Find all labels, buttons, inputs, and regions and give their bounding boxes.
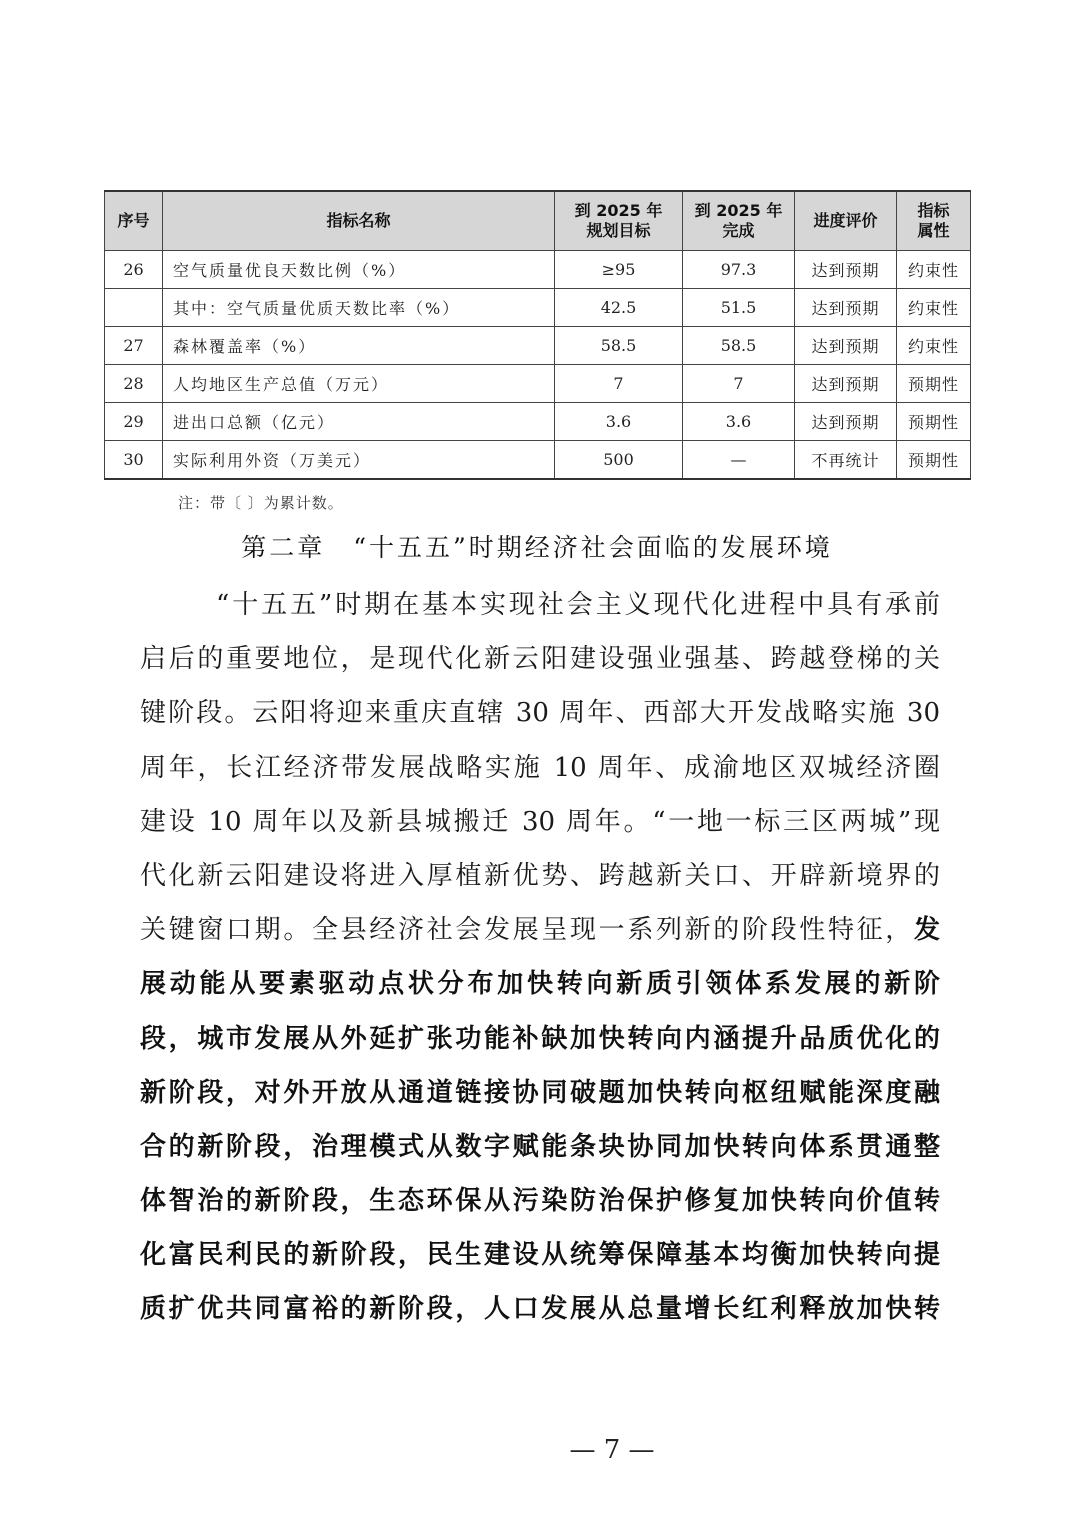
page-number: — 7 — [569,1435,655,1465]
cell-target: 7 [555,365,683,403]
header-target [555,191,683,251]
body-line-bold-part: 发 [913,915,940,946]
table-row [105,403,971,441]
cell-target: ≥95 [555,251,683,289]
cell-name: 实际利用外资（万美元） [163,441,555,480]
header-eval: 进度评价 [795,191,897,251]
body-line-bold: 合的新阶段，治理模式从数字赋能条块协同加快转向体系贯通整 [140,1131,940,1162]
header-attr [897,191,971,251]
body-line: 键阶段。云阳将迎来重庆直辖 30 周年、西部大开发战略实施 30 [140,698,940,729]
table-row [105,441,971,480]
cell-attr: 约束性 [897,327,971,365]
cell-name: 森林覆盖率（%） [163,327,555,365]
body-line-bold: 新阶段，对外开放从通道链接协同破题加快转向枢纽赋能深度融 [140,1077,940,1108]
cell-seq: 28 [105,365,163,403]
cell-name: 其中：空气质量优质天数比率（%） [163,289,555,327]
body-line: 启后的重要地位，是现代化新云阳建设强业强基、跨越登梯的关 [140,644,940,675]
cell-eval: 达到预期 [795,327,897,365]
table-row [105,289,971,327]
indicator-table [104,190,971,480]
cell-complete: 97.3 [683,251,795,289]
body-line: 周年，长江经济带发展战略实施 10 周年、成渝地区双城经济圈 [140,752,940,783]
cell-target: 500 [555,441,683,480]
body-line-bold: 体智治的新阶段，生态环保从污染防治保护修复加快转向价值转 [140,1186,940,1217]
cell-name: 人均地区生产总值（万元） [163,365,555,403]
chapter-title: 第二章 “十五五”时期经济社会面临的发展环境 [241,533,833,562]
body-line-bold: 段，城市发展从外延扩张功能补缺加快转向内涵提升品质优化的 [140,1023,940,1054]
cell-attr: 约束性 [897,251,971,289]
cell-complete: 51.5 [683,289,795,327]
body-line-bold: 化富民利民的新阶段，民生建设从统筹保障基本均衡加快转向提 [140,1240,940,1271]
body-line-mixed [140,903,940,957]
body-line-bold: 展动能从要素驱动点状分布加快转向新质引领体系发展的新阶 [140,969,940,1000]
cell-target: 58.5 [555,327,683,365]
header-complete-line2: 完成 [722,221,755,240]
body-line: 代化新云阳建设将进入厚植新优势、跨越新关口、开辟新境界的 [140,860,940,891]
body-line: 建设 10 周年以及新县城搬迁 30 周年。“一地一标三区两城”现 [140,806,940,837]
body-line-bold: 质扩优共同富裕的新阶段，人口发展从总量增长红利释放加快转 [140,1294,940,1325]
header-target-line2: 规划目标 [586,221,651,240]
header-attr-line2: 属性 [917,221,950,240]
table-row [105,365,971,403]
cell-seq: 29 [105,403,163,441]
cell-attr: 预期性 [897,365,971,403]
header-attr-line1: 指标 [917,201,950,220]
body-paragraph [140,578,940,1337]
cell-seq [105,289,163,327]
cell-target: 42.5 [555,289,683,327]
cell-eval: 达到预期 [795,403,897,441]
cell-target: 3.6 [555,403,683,441]
cell-eval: 达到预期 [795,289,897,327]
cell-eval: 达到预期 [795,251,897,289]
cell-seq: 30 [105,441,163,480]
cell-complete: 7 [683,365,795,403]
cell-complete: 3.6 [683,403,795,441]
table-row [105,251,971,289]
header-complete [683,191,795,251]
cell-seq: 26 [105,251,163,289]
table-row [105,327,971,365]
cell-eval: 达到预期 [795,365,897,403]
header-complete-line1: 到 2025 年 [694,201,783,220]
cell-attr: 约束性 [897,289,971,327]
cell-complete: — [683,441,795,480]
cell-name: 进出口总额（亿元） [163,403,555,441]
body-line-regular-part: 关键窗口期。全县经济社会发展呈现一系列新的阶段性特征， [140,915,914,946]
header-name: 指标名称 [163,191,555,251]
cell-attr: 预期性 [897,441,971,480]
table-footnote: 注：带〔 〕为累计数。 [178,494,344,512]
table-header-row [105,191,971,251]
cell-complete: 58.5 [683,327,795,365]
cell-eval: 不再统计 [795,441,897,480]
cell-attr: 预期性 [897,403,971,441]
body-line: “十五五”时期在基本实现社会主义现代化进程中具有承前 [216,590,940,620]
header-seq: 序号 [105,191,163,251]
cell-name: 空气质量优良天数比例（%） [163,251,555,289]
cell-seq: 27 [105,327,163,365]
header-target-line1: 到 2025 年 [574,201,663,220]
